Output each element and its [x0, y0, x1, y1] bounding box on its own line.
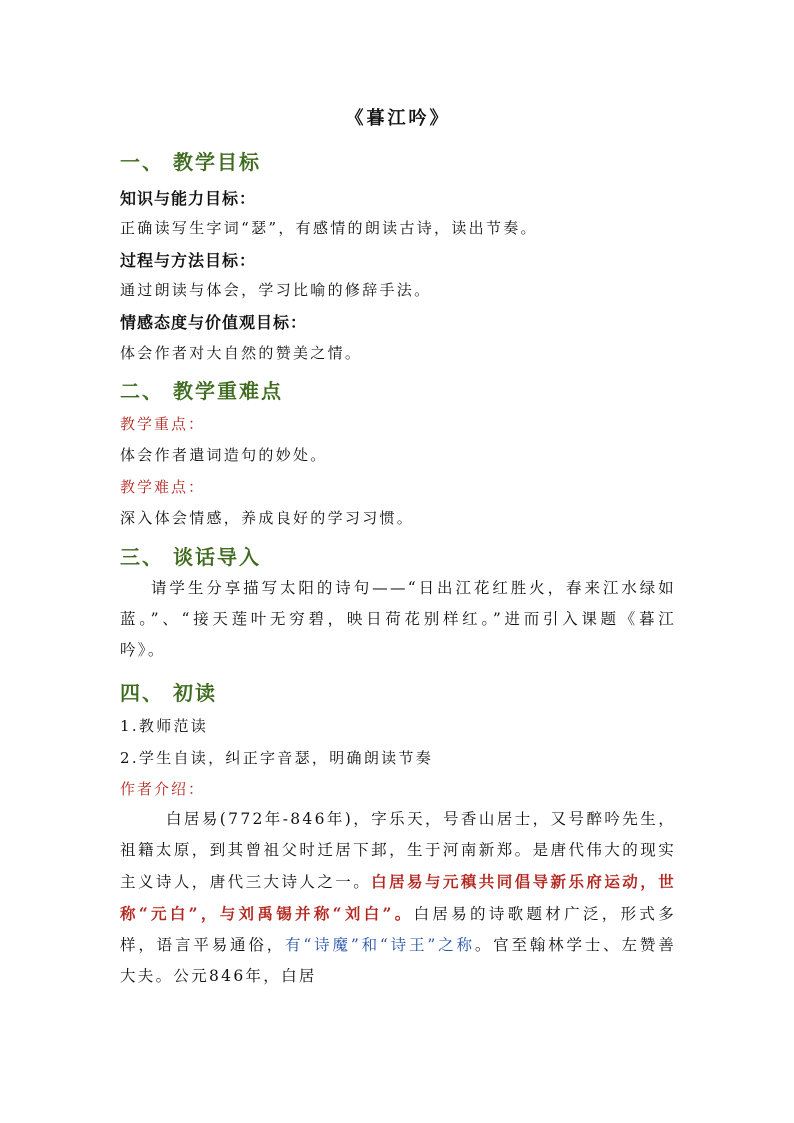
author-text-1: 白居易(772年-846年)，字乐天，号香山居士，又号醉吟先生，祖籍太原，到其曾祖父时迁居下邽，生于河南新郑。是唐代伟大的现实主义诗人，唐代三大诗人之一。: [120, 810, 676, 891]
intro-paragraph: 请学生分享描写太阳的诗句——“日出江花红胜火，春来江水绿如蓝。”、“接天莲叶无穷碧，映日荷花别样红。”进而引入课题《暮江吟》。: [120, 579, 676, 659]
text-process-goal: 通过朗读与体会，学习比喻的修辞手法。: [120, 281, 432, 299]
author-text-3: 。官至翰林学士、左赞善大夫。公元846年，白居: [120, 936, 676, 985]
label-emotion-goal: 情感态度与价值观目标：: [120, 313, 308, 332]
author-highlight: 白居易与元稹共同倡导新乐府运动，世称“元白”，与刘禹锡并称“刘白”。: [120, 872, 676, 923]
heading-key-difficult: 二、 教学重难点: [120, 379, 283, 403]
text-knowledge-goal: 正确读写生字词“瑟”，有感情的朗读古诗，读出节奏。: [120, 219, 538, 237]
label-knowledge-goal: 知识与能力目标：: [120, 189, 257, 208]
text-emotion-goal: 体会作者对大自然的赞美之情。: [120, 344, 363, 362]
author-paragraph: [120, 804, 676, 992]
heading-first-reading: 四、 初读: [120, 681, 217, 705]
step-teacher-reading: 1.教师范读: [120, 717, 209, 735]
heading-introduction: 三、 谈话导入: [120, 545, 261, 569]
label-process-goal: 过程与方法目标：: [120, 251, 257, 270]
label-author-intro: 作者介绍：: [120, 780, 206, 798]
page-title: 《暮江吟》: [345, 108, 451, 129]
text-key-point: 体会作者遣词造句的妙处。: [120, 446, 328, 464]
label-key-point: 教学重点：: [120, 415, 206, 433]
text-difficult-point: 深入体会情感，养成良好的学习习惯。: [120, 509, 415, 527]
step-student-reading: 2.学生自读，纠正字音瑟，明确朗读节奏: [120, 749, 434, 767]
label-difficult-point: 教学难点：: [120, 478, 206, 496]
author-title-highlight: 有“诗魔”和“诗王”之称: [285, 936, 475, 954]
author-text-2: 白居易的诗歌题材广泛，形式多样，语言平易通俗，: [120, 905, 677, 954]
heading-teaching-goals: 一、 教学目标: [120, 150, 261, 174]
